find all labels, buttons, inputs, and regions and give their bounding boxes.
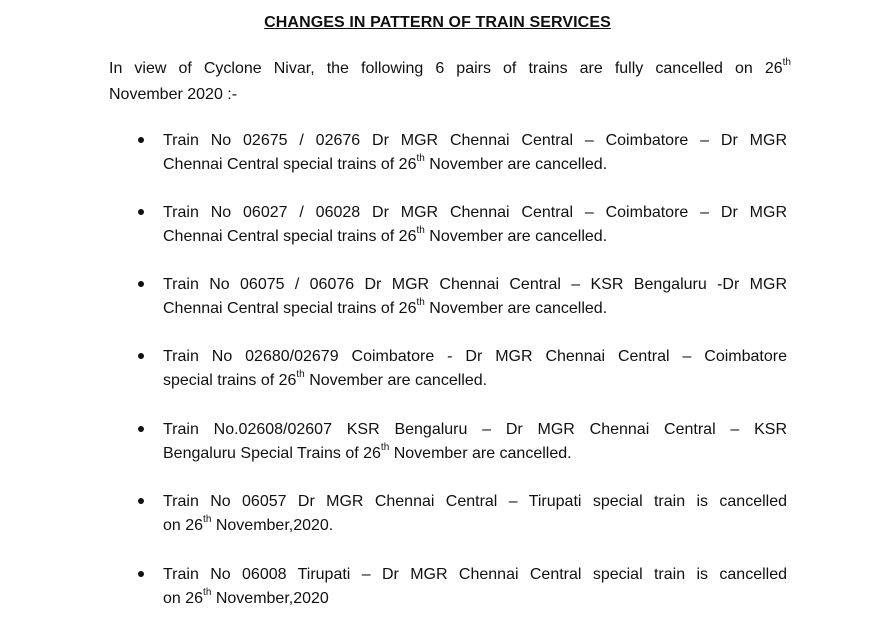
- list-item-line-2-text: Chennai Central special trains of 26: [163, 156, 417, 173]
- list-item-text: [163, 418, 787, 466]
- list-item-superscript: th: [380, 441, 390, 453]
- list-item-line-2: [163, 442, 787, 466]
- list-item-line-1: Train No 02680/02679 Coimbatore - Dr MGR Chennai Central – Coimbatore: [163, 348, 787, 365]
- list-item-line-1: Train No 06075 / 06076 Dr MGR Chennai Central – KSR Bengaluru -Dr MGR: [163, 276, 787, 293]
- list-item-text: [163, 273, 787, 321]
- list-item-line-2-text: Bengaluru Special Trains of 26: [163, 445, 381, 462]
- list-item-superscript: th: [416, 224, 425, 236]
- list-item-text: [163, 129, 787, 177]
- list-item-line-2: [163, 587, 787, 611]
- list-item-text: [163, 490, 787, 538]
- list-item-text: [163, 563, 787, 611]
- bullet-icon: [138, 426, 144, 432]
- list-item-line-1: Train No 06057 Dr MGR Chennai Central – Tirupati special train is cancelled: [163, 493, 787, 510]
- list-item-superscript: th: [203, 586, 212, 598]
- list-item-line-2-end: November are cancelled.: [304, 372, 488, 389]
- list-item-line-2: [163, 514, 787, 538]
- list-item-line-2-end: November,2020.: [211, 517, 334, 534]
- intro-line-1-text: In view of Cyclone Nivar, the following 6 pairs of trains are fully cancelled on 26: [109, 60, 783, 77]
- list-item-superscript: th: [416, 152, 425, 164]
- list-item-line-2: [163, 369, 787, 393]
- list-item-superscript: th: [203, 513, 212, 525]
- list-item-superscript: th: [416, 296, 425, 308]
- list-item-line-1: Train No.02608/02607 KSR Bengaluru – Dr MGR Chennai Central – KSR: [163, 421, 787, 438]
- list-item-line-2-end: November are cancelled.: [424, 156, 608, 173]
- bullet-icon: [138, 281, 144, 287]
- list-item-line-2-text: on 26: [163, 517, 204, 534]
- list-item-line-1: Train No 06027 / 06028 Dr MGR Chennai Central – Coimbatore – Dr MGR: [163, 204, 787, 221]
- intro-line-2: November 2020 :-: [109, 86, 238, 103]
- list-item-line-2-end: November are cancelled.: [389, 445, 572, 462]
- list-item-line-2-text: special trains of 26: [163, 372, 297, 389]
- list-item-line-1: Train No 02675 / 02676 Dr MGR Chennai Central – Coimbatore – Dr MGR: [163, 132, 787, 149]
- list-item-line-2: [163, 225, 787, 249]
- list-item-line-2-end: November are cancelled.: [424, 300, 608, 317]
- bullet-icon: [138, 498, 144, 504]
- bullet-icon: [138, 137, 144, 143]
- list-item-line-2-text: Chennai Central special trains of 26: [163, 228, 417, 245]
- bullet-icon: [138, 353, 144, 359]
- list-item-line-2-end: November,2020: [211, 590, 329, 607]
- list-item-line-2: [163, 297, 787, 321]
- document-title: CHANGES IN PATTERN OF TRAIN SERVICES: [264, 14, 611, 31]
- bullet-icon: [138, 571, 144, 577]
- list-item-line-1: Train No 06008 Tirupati – Dr MGR Chennai Central special train is cancelled: [163, 566, 787, 583]
- intro-superscript: th: [782, 56, 791, 68]
- list-item-superscript: th: [296, 368, 305, 380]
- list-item-line-2-end: November are cancelled.: [424, 228, 608, 245]
- list-item-text: [163, 345, 787, 393]
- list-item-line-2: [163, 153, 787, 177]
- list-item-line-2-text: on 26: [163, 590, 204, 607]
- list-item-text: [163, 201, 787, 249]
- bullet-icon: [138, 209, 144, 215]
- list-item-line-2-text: Chennai Central special trains of 26: [163, 300, 417, 317]
